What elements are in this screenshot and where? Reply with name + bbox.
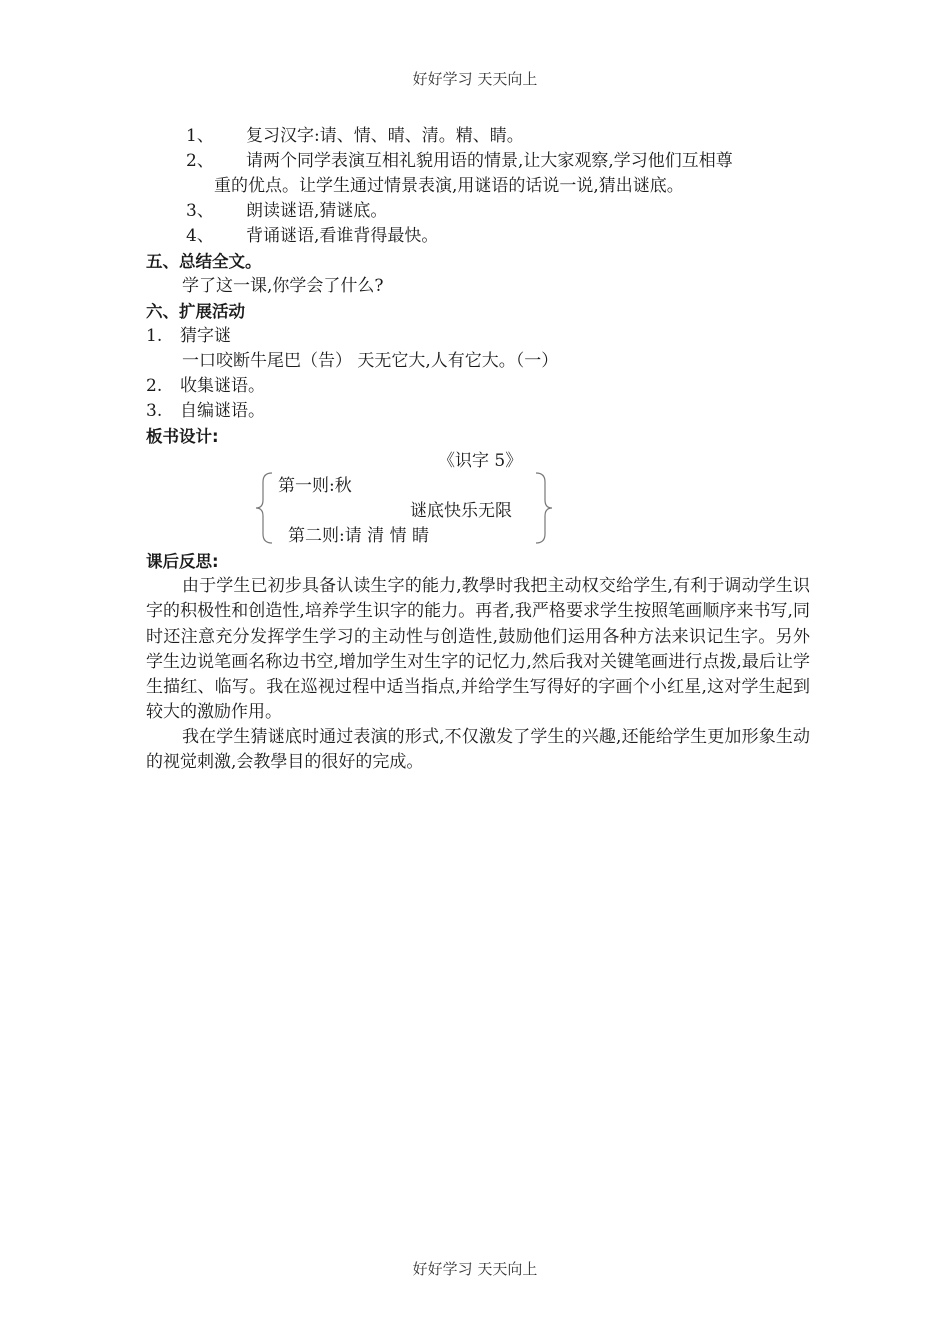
step-number: 3、 — [186, 201, 214, 221]
step-text: 请两个同学表演互相礼貌用语的情景,让大家观察,学习他们互相尊 — [246, 151, 733, 171]
activity-item-1 — [146, 324, 231, 349]
activity-text: 猜字谜 — [180, 326, 231, 346]
activity-item-3 — [146, 399, 265, 424]
step-number: 1、 — [186, 126, 214, 146]
activity-item-2 — [146, 374, 265, 399]
activity-number: 1. — [146, 326, 163, 346]
page-header: 好好学习 天天向上 — [412, 70, 538, 88]
step-number: 2、 — [186, 151, 214, 171]
reflection-paragraph-1: 由于学生已初步具备认读生字的能力,教學时我把主动权交给学生,有利于调动学生识字的积极性和创造性,培养学生识字的能力。再者,我严格要求学生按照笔画顺序来书写,同时还注意充分发挥学生学习的主动性与创造性,鼓励他们运用各种方法来识记生字。另外学生边说笔画名称边书空,增加学生对生字的记忆力,然后我对关键笔画进行点拨,最后让学生描红、临写。我在巡视过程中适当指点,并给学生写得好的字画个小红星,这对学生起到较大的激励作用。 — [146, 576, 810, 723]
activity-number: 2. — [146, 376, 163, 396]
activity-text: 自编谜语。 — [180, 401, 265, 421]
step-text: 复习汉字:请、情、晴、清。精、睛。 — [246, 126, 524, 146]
step-item-2 — [186, 149, 733, 174]
reflection-paragraph-2: 我在学生猜谜底时通过表演的形式,不仅激发了学生的兴趣,还能给学生更加形象生动的视觉刺激,会教學目的很好的完成。 — [146, 727, 810, 773]
step-text: 背诵谜语,看谁背得最快。 — [246, 226, 439, 246]
step-number: 4、 — [186, 226, 214, 246]
step-item-1 — [186, 124, 524, 149]
section5-title: 五、总结全文。 — [146, 252, 262, 271]
step-item-2-continued: 重的优点。让学生通过情景表演,用谜语的话说一说,猜出谜底。 — [214, 176, 684, 196]
page-footer: 好好学习 天天向上 — [412, 1260, 538, 1278]
section5-body: 学了这一课,你学会了什么? — [182, 276, 384, 296]
board-title: 板书设计: — [146, 427, 219, 446]
riddle-line: 一口咬断牛尾巴（告） 天无它大,人有它大。（一） — [182, 351, 559, 371]
step-text: 朗读谜语,猜谜底。 — [246, 201, 388, 221]
board-lesson-title: 《识字 5》 — [438, 451, 523, 471]
reflection-title: 课后反思: — [146, 552, 219, 571]
board-rule-2: 第二则:请 清 情 睛 — [288, 526, 429, 546]
right-brace-icon — [532, 470, 556, 546]
board-rule-1: 第一则:秋 — [278, 476, 352, 496]
step-item-3 — [186, 199, 387, 224]
board-center-text: 谜底快乐无限 — [410, 501, 512, 521]
left-brace-icon — [252, 470, 276, 546]
section6-title: 六、扩展活动 — [146, 302, 245, 321]
activity-number: 3. — [146, 401, 163, 421]
step-item-4 — [186, 224, 438, 249]
activity-text: 收集谜语。 — [180, 376, 265, 396]
